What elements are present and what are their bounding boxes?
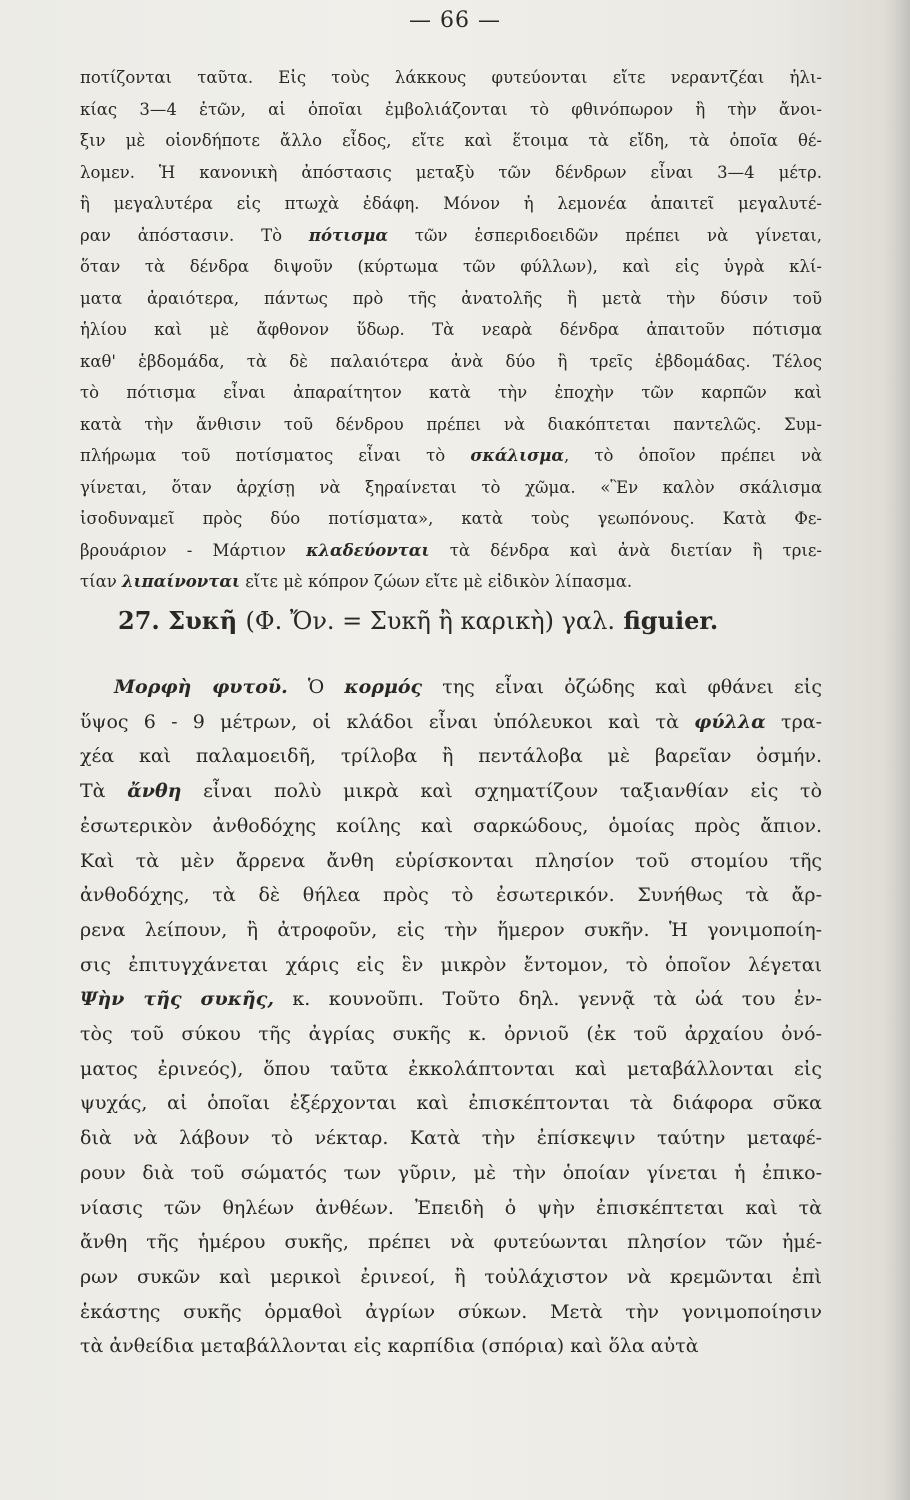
top_paragraph-line — [80, 188, 822, 220]
section-heading-alt-names: (Φ. Ὄν. = Συκῆ ἢ καρικὴ) γαλ. — [245, 607, 615, 635]
bottom_paragraph-line — [80, 1225, 822, 1260]
bottom-paragraph — [80, 670, 822, 1364]
section-heading-french: figuier. — [623, 606, 719, 635]
bottom_paragraph-line — [80, 1191, 822, 1226]
text-run: Ὁ — [287, 676, 345, 698]
text-run: λομεν. Ἡ κανονικὴ ἀπόστασις μεταξὺ τῶν δένδρων εἶναι 3—4 μέτρ. — [80, 162, 822, 182]
page-number: — 66 — — [409, 8, 501, 33]
emphasized-term: σκάλισμα — [470, 446, 565, 465]
text-run: ἀνθοδόχης, τὰ δὲ θήλεα πρὸς τὸ ἐσωτερικόν. Συνήθως τὰ ἄρ- — [80, 884, 822, 907]
text-run: ἡλίου καὶ μὲ ἄφθονον ὕδωρ. Τὰ νεαρὰ δένδρα ἀπαιτοῦν πότισμα — [80, 320, 822, 339]
text-run: εἴτε μὲ κόπρον ζώων εἴτε μὲ εἰδικὸν λίπασμα. — [240, 572, 633, 591]
text-run: ποτίζονται ταῦτα. Εἰς τοὺς λάκκους φυτεύονται εἴτε νεραντζέαι ἡλι- — [80, 68, 822, 87]
text-run: κίας 3—4 ἐτῶν, αἱ ὁποῖαι ἐμβολιάζονται τὸ φθινόπωρον ἢ τὴν ἄνοι- — [80, 99, 822, 119]
text-run: τὸ πότισμα εἶναι ἀπαραίτητον κατὰ τὴν ἐποχὴν τῶν καρπῶν καὶ — [80, 383, 822, 402]
emphasized-term: κορμός — [344, 676, 423, 698]
text-run: ματα ἀραιότερα, πάντως πρὸ τῆς ἀνατολῆς ἢ μετὰ τὴν δύσιν τοῦ — [80, 288, 822, 308]
emphasized-term: Μορφὴ φυτοῦ. — [114, 676, 288, 698]
bottom_paragraph-line — [80, 844, 822, 879]
text-run: ψυχάς, αἱ ὁποῖαι ἐξέρχονται καὶ ἐπισκέπτονται τὰ διάφορα σῦκα — [80, 1092, 822, 1115]
text-run: τρα- — [765, 710, 822, 733]
text-run: κατὰ τὴν ἄνθισιν τοῦ δένδρου πρέπει νὰ διακόπτεται παντελῶς. Συμ- — [80, 414, 822, 434]
text-run: τὸς τοῦ σύκου τῆς ἀγρίας συκῆς κ. ὀρνιοῦ (ἐκ τοῦ ἀρχαίου ὀνό- — [80, 1023, 822, 1046]
bottom_paragraph-line — [80, 809, 822, 844]
text-run: ρων συκῶν καὶ μερικοὶ ἐρινεοί, ἢ τοὐλάχιστον νὰ κρεμῶνται ἐπὶ — [80, 1265, 822, 1288]
text-run: ὕψος 6 - 9 μέτρων, οἱ κλάδοι εἶναι ὑπόλευκοι καὶ τὰ — [80, 710, 695, 733]
text-run: ἢ μεγαλυτέρα εἰς πτωχὰ ἐδάφη. Μόνον ἡ λεμονέα ἀπαιτεῖ μεγαλυτέ- — [80, 194, 822, 213]
emphasized-term: λιπαίνονται — [122, 572, 241, 591]
bottom_paragraph-line — [80, 1295, 822, 1330]
top_paragraph-line — [80, 409, 822, 441]
bottom_paragraph-line — [80, 948, 822, 983]
text-run: γίνεται, ὅταν ἀρχίσῃ νὰ ξηραίνεται τὸ χῶμα. «Ἓν καλὸν σκάλισμα — [80, 477, 822, 497]
bottom_paragraph-line — [80, 1086, 822, 1121]
top_paragraph-line — [80, 125, 822, 157]
text-run: ματος ἐρινεός), ὅπου ταῦτα ἐκκολάπτονται καὶ μεταβάλλονται εἰς — [80, 1057, 822, 1080]
bottom_paragraph-line — [80, 982, 822, 1017]
text-run: τῶν ἑσπεριδοειδῶν πρέπει νὰ γίνεται, — [388, 225, 822, 245]
section-heading-number: 27. Συκῆ — [118, 606, 238, 635]
bottom_paragraph-line — [80, 1052, 822, 1087]
emphasized-term: Ψὴν τῆς συκῆς, — [80, 988, 274, 1011]
text-run: της εἶναι ὀζώδης καὶ φθάνει εἰς — [422, 676, 822, 698]
text-run: τὰ δένδρα καὶ ἀνὰ διετίαν ἢ τριε- — [429, 540, 822, 560]
text-run: εἶναι πολὺ μικρὰ καὶ σχηματίζουν ταξιανθίαν εἰς τὸ — [181, 780, 822, 803]
text-run: πλήρωμα τοῦ ποτίσματος εἶναι τὸ — [80, 446, 471, 465]
bottom_paragraph-line — [80, 1121, 822, 1156]
emphasized-term: πότισμα — [308, 225, 389, 245]
text-run: ἄνθη τῆς ἡμέρου συκῆς, πρέπει νὰ φυτεύωνται πλησίον τῶν ἡμέ- — [80, 1231, 822, 1254]
text-run: ὅταν τὰ δένδρα διψοῦν (κύρτωμα τῶν φύλλων), καὶ εἰς ὑγρὰ κλί- — [80, 257, 822, 276]
top_paragraph-line — [80, 62, 822, 94]
bottom_paragraph-line — [80, 878, 822, 913]
text-run: Τὰ — [80, 780, 128, 803]
top_paragraph-line — [80, 283, 822, 315]
page-spine-shadow — [884, 0, 910, 1500]
bottom_paragraph-line — [80, 774, 822, 809]
emphasized-term: κλαδεύονται — [306, 540, 430, 560]
bottom_paragraph-line — [80, 670, 822, 705]
top_paragraph-line — [80, 251, 822, 283]
text-run: καθ' ἑβδομάδα, τὰ δὲ παλαιότερα ἀνὰ δύο ἢ τρεῖς ἑβδομάδας. Τέλος — [80, 351, 822, 371]
top_paragraph-line — [80, 220, 822, 252]
text-run: τίαν — [80, 572, 123, 591]
text-run: ξιν μὲ οἱονδήποτε ἄλλο εἶδος, εἴτε καὶ ἕτοιμα τὰ εἴδη, τὰ ὁποῖα θέ- — [80, 131, 822, 150]
bottom_paragraph-line — [80, 913, 822, 948]
text-run: κ. κουνοῦπι. Τοῦτο δηλ. γεννᾷ τὰ ὠά του ἐν- — [273, 988, 822, 1011]
text-run: , τὸ ὁποῖον πρέπει νὰ — [564, 446, 822, 465]
top_paragraph-line — [80, 94, 822, 126]
bottom_paragraph-line — [80, 1329, 822, 1364]
text-run: ἑκάστης συκῆς ὁρμαθοὶ ἀγρίων σύκων. Μετὰ τὴν γονιμοποίησιν — [80, 1300, 822, 1323]
text-run: ρουν διὰ τοῦ σώματός των γῦριν, μὲ τὴν ὁποίαν γίνεται ἡ ἐπικο- — [80, 1161, 822, 1184]
text-run: ἐσωτερικὸν ἀνθοδόχης κοίλης καὶ σαρκώδους, ὁμοίας πρὸς ἄπιον. — [80, 814, 822, 837]
top_paragraph-line — [80, 346, 822, 378]
section-heading — [118, 606, 818, 635]
emphasized-term: φύλλα — [694, 710, 766, 733]
bottom_paragraph-line — [80, 705, 822, 740]
top_paragraph-line — [80, 472, 822, 504]
text-run: χέα καὶ παλαμοειδῆ, τρίλοβα ἢ πεντάλοβα μὲ βαρεῖαν ὀσμήν. — [80, 745, 822, 768]
top_paragraph-line — [80, 157, 822, 189]
top_paragraph-line — [80, 566, 822, 598]
text-run: τὰ ἀνθείδια μεταβάλλονται εἰς καρπίδια (σπόρια) καὶ ὅλα αὐτὰ — [80, 1335, 699, 1358]
text-run: ρενα λείπουν, ἢ ἀτροφοῦν, εἰς τὴν ἥμερον συκῆν. Ἡ γονιμοποίη- — [80, 918, 822, 941]
emphasized-term: ἄνθη — [127, 780, 182, 803]
text-run: σις ἐπιτυγχάνεται χάρις εἰς ἓν μικρὸν ἔντομον, τὸ ὁποῖον λέγεται — [80, 953, 822, 976]
top_paragraph-line — [80, 535, 822, 567]
top_paragraph-line — [80, 314, 822, 346]
text-run: ἰσοδυναμεῖ πρὸς δύο ποτίσματα», κατὰ τοὺς γεωπόνους. Κατὰ Φε- — [80, 509, 822, 528]
text-run: διὰ νὰ λάβουν τὸ νέκταρ. Κατὰ τὴν ἐπίσκεψιν ταύτην μεταφέ- — [80, 1127, 822, 1150]
text-run: Καὶ τὰ μὲν ἄρρενα ἄνθη εὑρίσκονται πλησίον τοῦ στομίου τῆς — [80, 849, 822, 872]
bottom_paragraph-line — [80, 1260, 822, 1295]
bottom_paragraph-line — [80, 739, 822, 774]
text-run: ραν ἀπόστασιν. Τὸ — [80, 225, 309, 245]
top_paragraph-line — [80, 377, 822, 409]
top_paragraph-line — [80, 503, 822, 535]
text-run: νίασις τῶν θηλέων ἀνθέων. Ἐπειδὴ ὁ ψὴν ἐπισκέπτεται καὶ τὰ — [80, 1196, 822, 1219]
bottom_paragraph-line — [80, 1156, 822, 1191]
bottom_paragraph-line — [80, 1017, 822, 1052]
top_paragraph-line — [80, 440, 822, 472]
top-paragraph — [80, 62, 822, 598]
text-run: βρουάριον - Μάρτιον — [80, 540, 307, 560]
